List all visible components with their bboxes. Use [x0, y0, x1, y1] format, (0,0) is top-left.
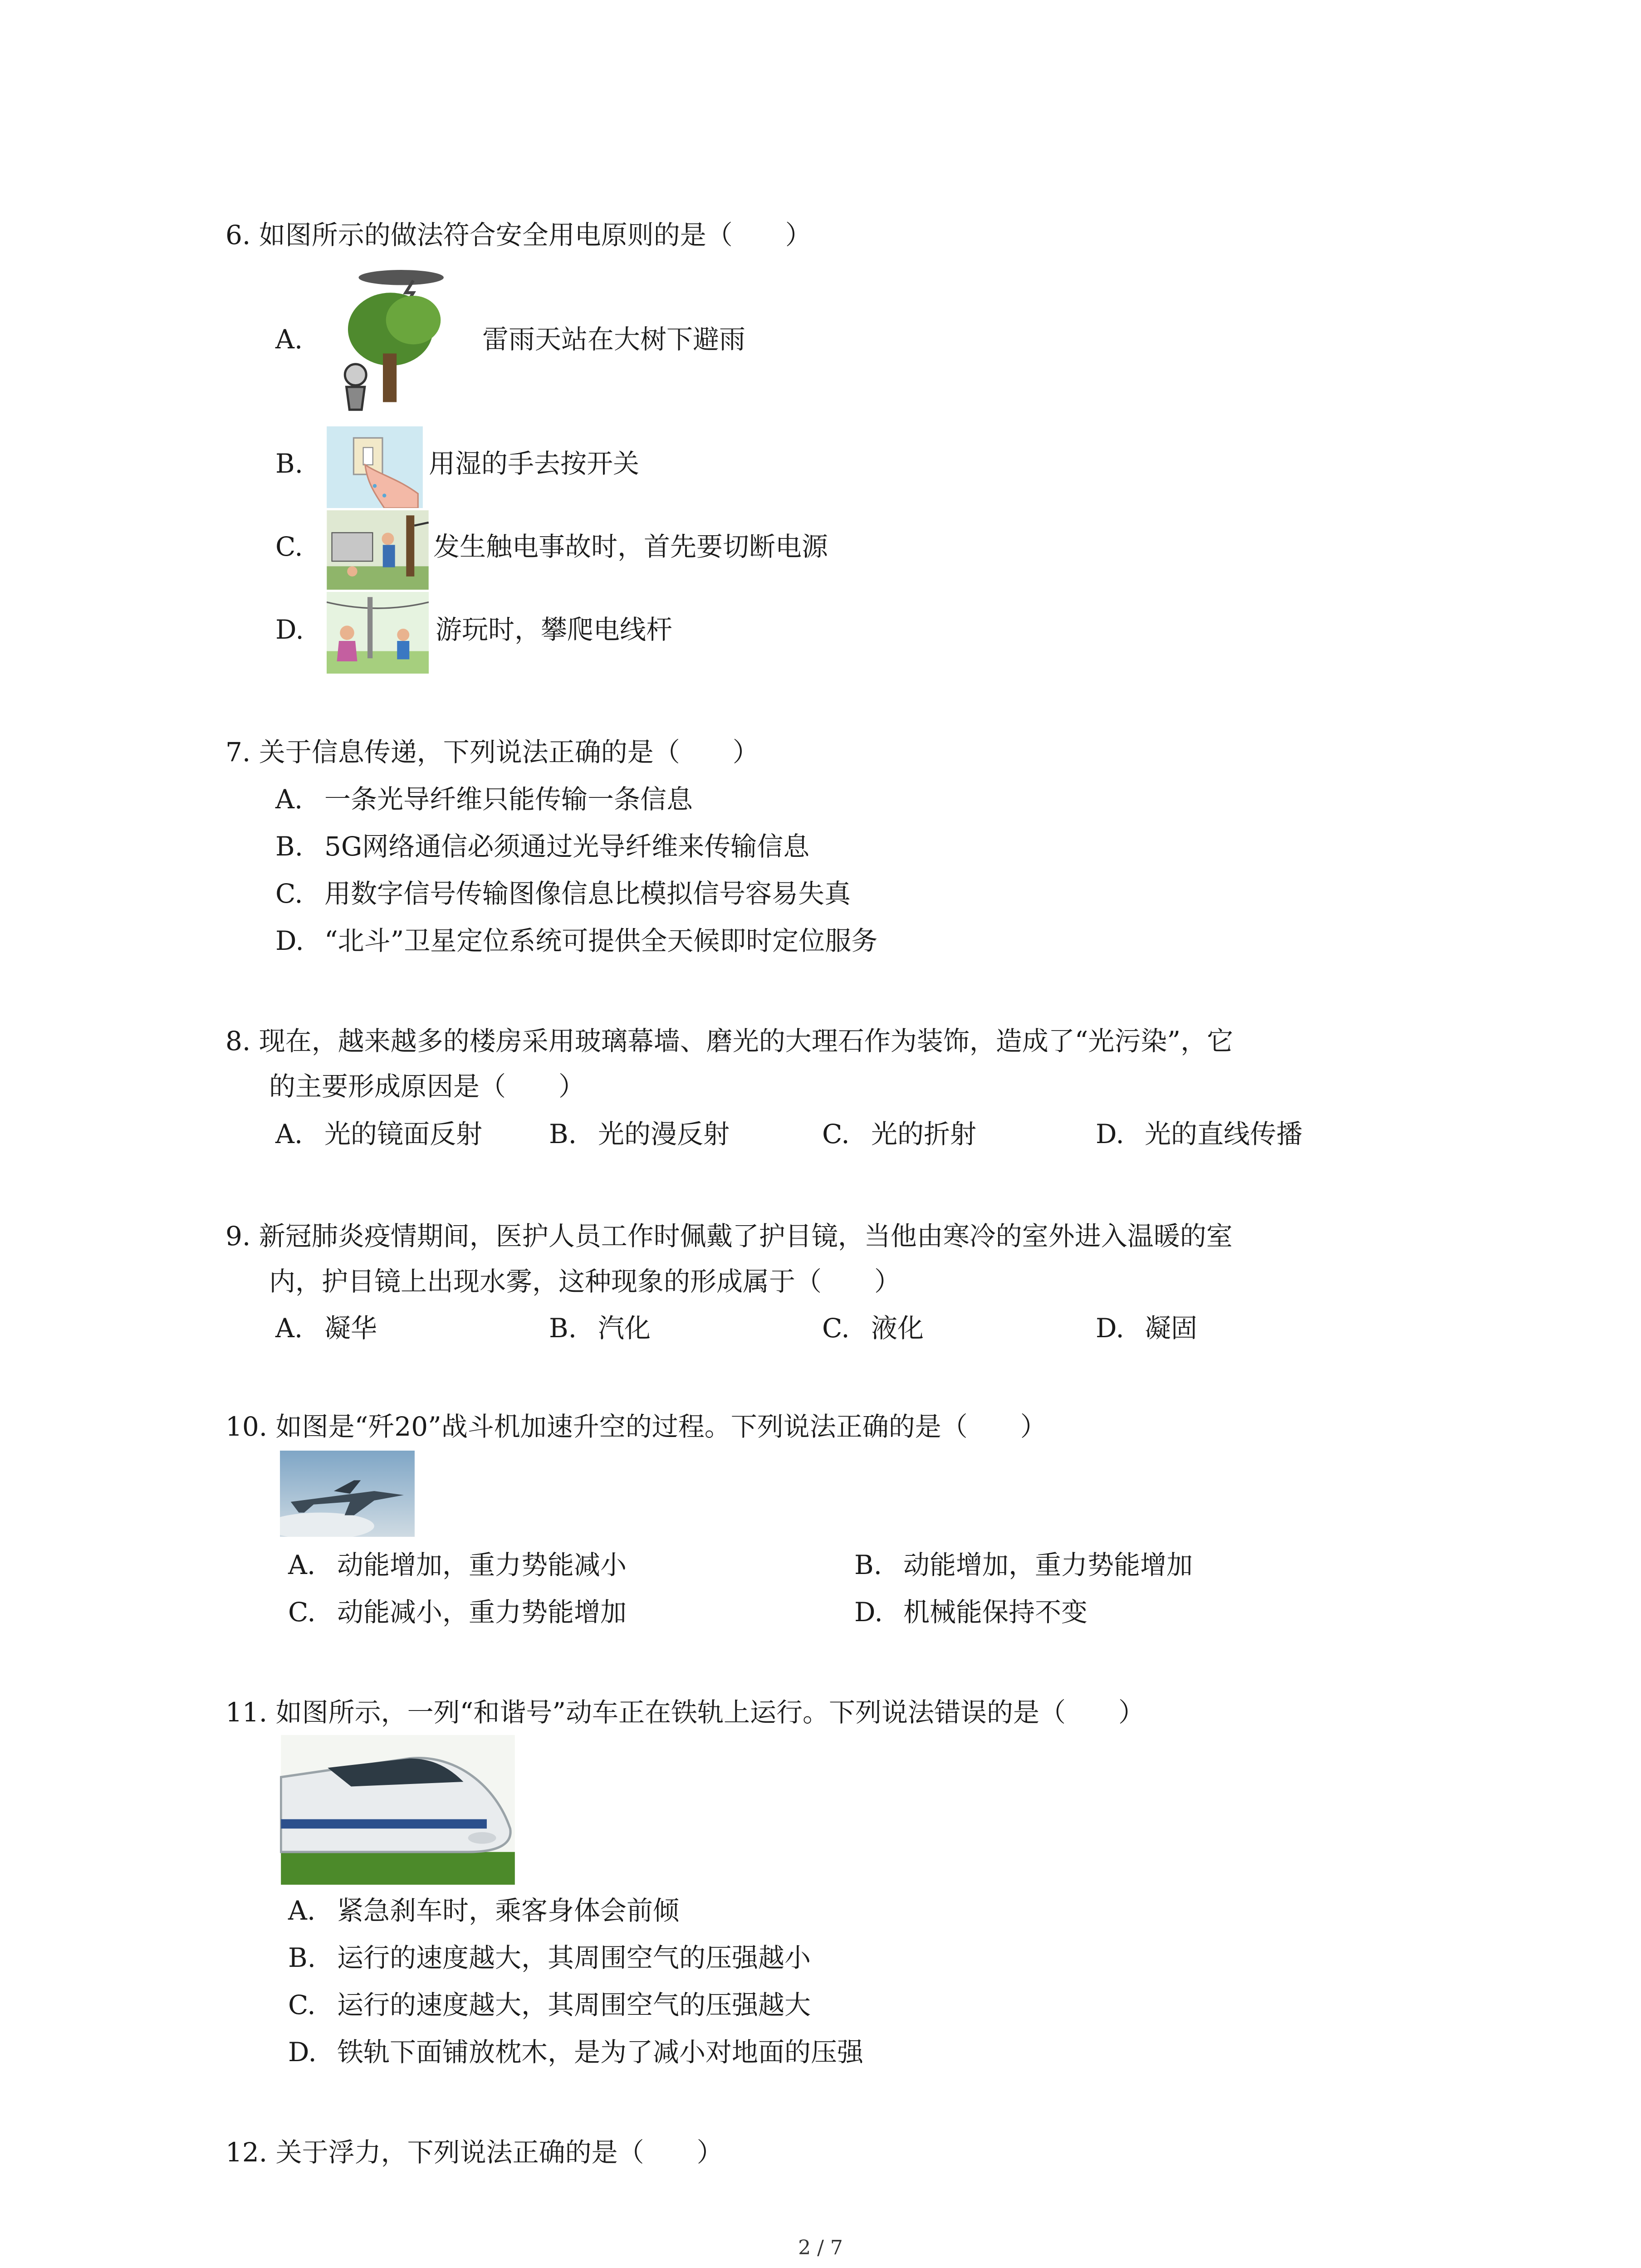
q8-option-b-letter: B.	[549, 1119, 577, 1149]
q7-option-c-letter: C.	[275, 878, 303, 909]
q9-option-d-text: 凝固	[1145, 1313, 1198, 1344]
tree-lightning-icon	[322, 265, 474, 417]
q10-option-d-text: 机械能保持不变	[903, 1597, 1088, 1628]
q11-stem: 11. 如图所示，一列“和谐号”动车正在铁轨上运行。下列说法错误的是（ ）	[225, 1697, 1145, 1728]
electric-shock-rescue-icon	[327, 510, 429, 590]
q6-option-b-text: 用湿的手去按开关	[429, 448, 640, 479]
q9-option-b-letter: B.	[549, 1313, 577, 1344]
q10-option-b-letter: B.	[854, 1549, 882, 1580]
wet-hand-switch-icon	[327, 426, 423, 508]
q8-option-d-text: 光的直线传播	[1145, 1119, 1303, 1149]
kids-power-pole-icon	[327, 592, 429, 674]
q8-option-a-text: 光的镜面反射	[324, 1119, 483, 1149]
q6-option-b-letter: B.	[275, 448, 304, 479]
q11-option-d-text: 铁轨下面铺放枕木，是为了减小对地面的压强	[337, 2037, 864, 2068]
q10-option-b-text: 动能增加，重力势能增加	[903, 1549, 1193, 1580]
q8-stem-line2: 的主要形成原因是（ ）	[269, 1071, 585, 1102]
q6-option-c-text: 发生触电事故时，首先要切断电源	[433, 531, 828, 562]
q9-option-c-text: 液化	[871, 1313, 924, 1344]
q7-option-b-text: 5G网络通信必须通过光导纤维来传输信息	[324, 831, 810, 862]
q9-option-d-letter: D.	[1096, 1313, 1124, 1344]
q10-option-c-text: 动能减小，重力势能增加	[337, 1597, 627, 1628]
q9-option-a-letter: A.	[275, 1313, 303, 1344]
q6-option-d-text: 游玩时，攀爬电线杆	[436, 614, 673, 645]
q7-option-d-letter: D.	[275, 925, 304, 956]
q10-option-a-text: 动能增加，重力势能减小	[337, 1549, 627, 1580]
page-number: 2 / 7	[798, 2236, 843, 2259]
q7-stem: 7. 关于信息传递，下列说法正确的是（ ）	[225, 737, 759, 767]
q9-option-c-letter: C.	[822, 1313, 850, 1344]
q7-option-a-letter: A.	[275, 784, 303, 815]
q7-option-d-text: “北斗”卫星定位系统可提供全天候即时定位服务	[324, 925, 878, 956]
q8-option-d-letter: D.	[1096, 1119, 1124, 1149]
q6-option-a-letter: A.	[275, 324, 303, 355]
q8-option-b-text: 光的漫反射	[598, 1119, 730, 1149]
q8-option-c-letter: C.	[822, 1119, 850, 1149]
q7-option-c-text: 用数字信号传输图像信息比模拟信号容易失真	[324, 878, 851, 909]
q8-option-a-letter: A.	[275, 1119, 303, 1149]
q9-option-a-text: 凝华	[324, 1313, 377, 1344]
q8-stem-line1: 8. 现在，越来越多的楼房采用玻璃幕墙、磨光的大理石作为装饰，造成了“光污染”，它	[225, 1026, 1234, 1056]
q9-option-b-text: 汽化	[598, 1313, 651, 1344]
q11-option-c-letter: C.	[288, 1989, 316, 2020]
q11-option-a-text: 紧急刹车时，乘客身体会前倾	[337, 1895, 680, 1926]
q11-option-d-letter: D.	[288, 2037, 317, 2068]
fighter-jet-icon	[280, 1451, 415, 1537]
q11-option-b-text: 运行的速度越大，其周围空气的压强越小	[337, 1942, 811, 1973]
q9-stem-line1: 9. 新冠肺炎疫情期间，医护人员工作时佩戴了护目镜，当他由寒冷的室外进入温暖的室	[225, 1221, 1233, 1251]
q8-option-c-text: 光的折射	[871, 1119, 977, 1149]
q11-option-a-letter: A.	[288, 1895, 316, 1926]
q10-option-c-letter: C.	[288, 1597, 316, 1628]
q10-option-a-letter: A.	[288, 1549, 316, 1580]
q10-stem: 10. 如图是“歼20”战斗机加速升空的过程。下列说法正确的是（ ）	[225, 1411, 1047, 1442]
q6-option-c-letter: C.	[275, 531, 303, 562]
q9-stem-line2: 内，护目镜上出现水雾，这种现象的形成属于（ ）	[269, 1266, 901, 1297]
q10-option-d-letter: D.	[854, 1597, 883, 1628]
q11-option-c-text: 运行的速度越大，其周围空气的压强越大	[337, 1989, 811, 2020]
high-speed-train-icon	[280, 1735, 516, 1885]
q6-option-a-text: 雷雨天站在大树下避雨	[482, 324, 746, 355]
q12-stem: 12. 关于浮力，下列说法正确的是（ ）	[225, 2137, 723, 2168]
q7-option-b-letter: B.	[275, 831, 304, 862]
q11-option-b-letter: B.	[288, 1942, 316, 1973]
q6-stem: 6. 如图所示的做法符合安全用电原则的是（ ）	[225, 220, 812, 250]
q7-option-a-text: 一条光导纤维只能传输一条信息	[324, 784, 693, 815]
q6-option-d-letter: D.	[275, 614, 304, 645]
